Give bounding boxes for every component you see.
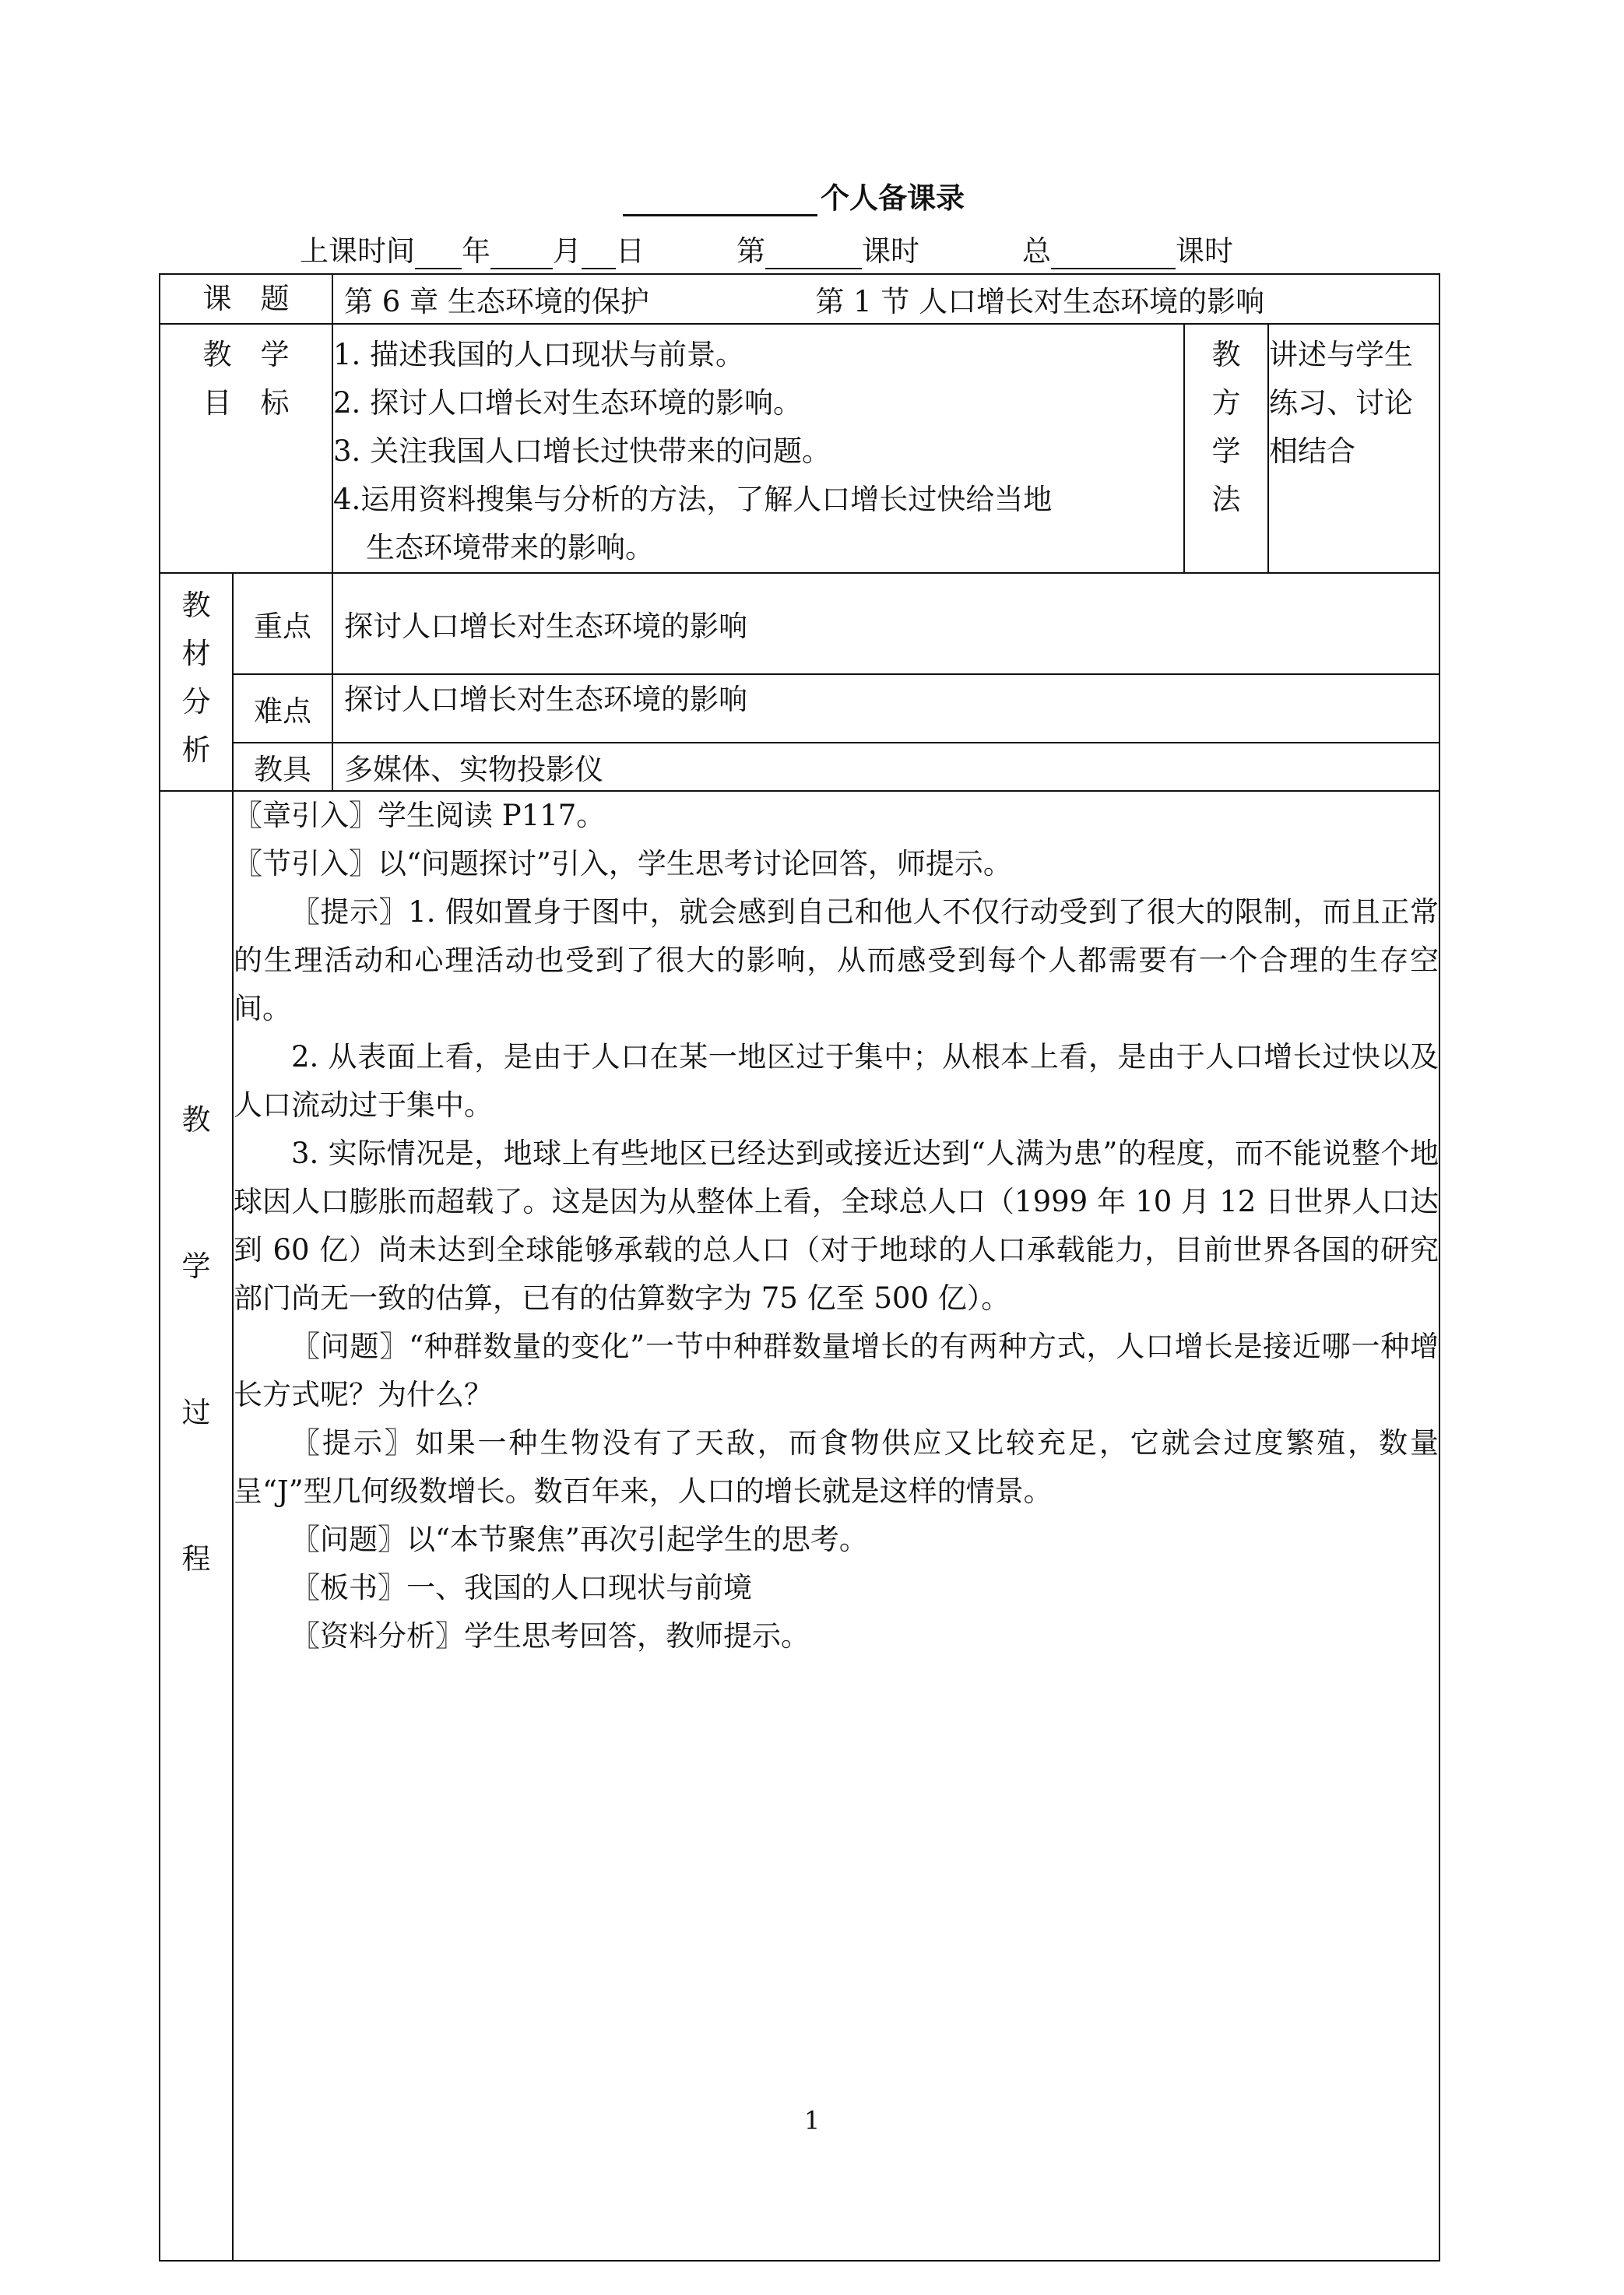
process-paragraph: 〖资料分析〗学生思考回答，教师提示。	[291, 1619, 810, 1653]
process-label-char: 教	[181, 1103, 211, 1137]
topic-label: 课 题	[160, 274, 332, 324]
schedule-month: 月	[553, 234, 582, 268]
analysis-label-char: 教	[181, 589, 211, 622]
method-label-char: 教	[1211, 338, 1241, 371]
title-text: 个人备课录	[821, 181, 965, 215]
schedule-period-prefix: 第	[736, 234, 765, 268]
process-paragraph: 〖问题〗以“本节聚焦”再次引起学生的思考。	[291, 1523, 868, 1556]
process-label-char: 过	[181, 1396, 211, 1429]
key-value: 探讨人口增长对生态环境的影响	[332, 573, 1439, 674]
objective-item: 4.运用资料搜集与分析的方法，了解人口增长过快给当地	[333, 483, 1053, 516]
blank-day	[582, 240, 616, 269]
method-label-char: 法	[1211, 483, 1241, 516]
tools-label: 教具	[233, 743, 332, 791]
process-paragraph: 2. 从表面上看，是由于人口在某一地区过于集中；从根本上看，是由于人口增长过快以及人口流动过于集中。	[234, 1040, 1439, 1122]
process-paragraph: 〖节引入〗以“问题探讨”引入，学生思考讨论回答，师提示。	[234, 847, 1012, 880]
method-label-char: 方	[1211, 386, 1241, 420]
analysis-label-char: 材	[181, 637, 211, 670]
process-paragraph: 3. 实际情况是，地球上有些地区已经达到或接近达到“人满为患”的程度，而不能说整个地球因人口膨胀而超载了。这是因为从整体上看，全球总人口（1999 年 10 月 12 日世界人口达到 60 亿）尚未达到全球能够承载的总人口（对于地球的人口承载能力，目前世界各国的研究部门尚无一致的估算，已有的估算数字为 75 亿至 500 亿）。	[234, 1137, 1439, 1315]
schedule-period-suffix: 课时	[862, 234, 919, 268]
process-content	[233, 791, 1439, 2261]
method-label	[1184, 324, 1268, 573]
method-value: 讲述与学生练习、讨论相结合	[1268, 324, 1439, 573]
blank-total	[1051, 240, 1176, 269]
schedule-time-label: 上课时间	[300, 234, 415, 268]
process-paragraph: 〖章引入〗学生阅读 P117。	[234, 799, 606, 832]
schedule-year: 年	[462, 234, 490, 268]
process-paragraph: 〖提示〗1. 假如置身于图中，就会感到自己和他人不仅行动受到了很大的限制，而且正常的生理活动和心理活动也受到了很大的影响，从而感受到每个人都需要有一个合理的生存空间。	[234, 895, 1439, 1025]
objective-item: 2. 探讨人口增长对生态环境的影响。	[333, 386, 803, 420]
objectives-label-bottom: 目 标	[202, 386, 290, 420]
blank-month	[490, 240, 553, 269]
analysis-tools-row	[160, 743, 1439, 791]
process-paragraph: 〖提示〗如果一种生物没有了天敌，而食物供应又比较充足，它就会过度繁殖，数量呈“J”型几何级数增长。数百年来，人口的增长就是这样的情景。	[234, 1426, 1439, 1508]
title-blank-line	[623, 183, 817, 216]
blank-year	[415, 240, 462, 269]
topic-value	[332, 274, 1439, 324]
topic-chapter: 第 6 章 生态环境的保护	[344, 285, 649, 318]
schedule-line	[300, 230, 1343, 269]
key-label: 重点	[233, 573, 332, 674]
tools-value: 多媒体、实物投影仪	[332, 743, 1439, 791]
analysis-difficult-row	[160, 674, 1439, 743]
schedule-total-suffix: 课时	[1176, 234, 1233, 268]
process-row	[160, 791, 1439, 2261]
lesson-plan-table	[159, 273, 1440, 2262]
process-paragraph: 〖问题〗“种群数量的变化”一节中种群数量增长的有两种方式，人口增长是接近哪一种增长方式呢？为什么？	[234, 1330, 1439, 1411]
blank-period	[765, 240, 862, 269]
process-label-char: 程	[181, 1542, 211, 1576]
objective-item: 生态环境带来的影响。	[366, 531, 654, 564]
difficult-value: 探讨人口增长对生态环境的影响	[332, 674, 1439, 743]
topic-section: 第 1 节 人口增长对生态环境的影响	[815, 285, 1265, 318]
difficult-label: 难点	[233, 674, 332, 743]
page-title	[623, 176, 1028, 216]
topic-row	[160, 274, 1439, 324]
page-number: 1	[803, 2106, 821, 2135]
analysis-label-char: 分	[181, 685, 211, 719]
schedule-total-prefix: 总	[1022, 234, 1051, 268]
objectives-label-top: 教 学	[202, 338, 290, 371]
process-label-char: 学	[181, 1249, 211, 1283]
objectives-list	[332, 324, 1184, 573]
objective-item: 1. 描述我国的人口现状与前景。	[333, 338, 745, 371]
objective-item: 3. 关注我国人口增长过快带来的问题。	[333, 434, 831, 468]
objectives-label	[160, 324, 332, 573]
process-paragraph: 〖板书〗一、我国的人口现状与前境	[291, 1571, 752, 1604]
analysis-label-char: 析	[181, 733, 211, 767]
method-label-char: 学	[1211, 434, 1241, 468]
schedule-day: 日	[616, 234, 645, 268]
process-label	[160, 791, 233, 2261]
analysis-key-row	[160, 573, 1439, 674]
objectives-row	[160, 324, 1439, 573]
